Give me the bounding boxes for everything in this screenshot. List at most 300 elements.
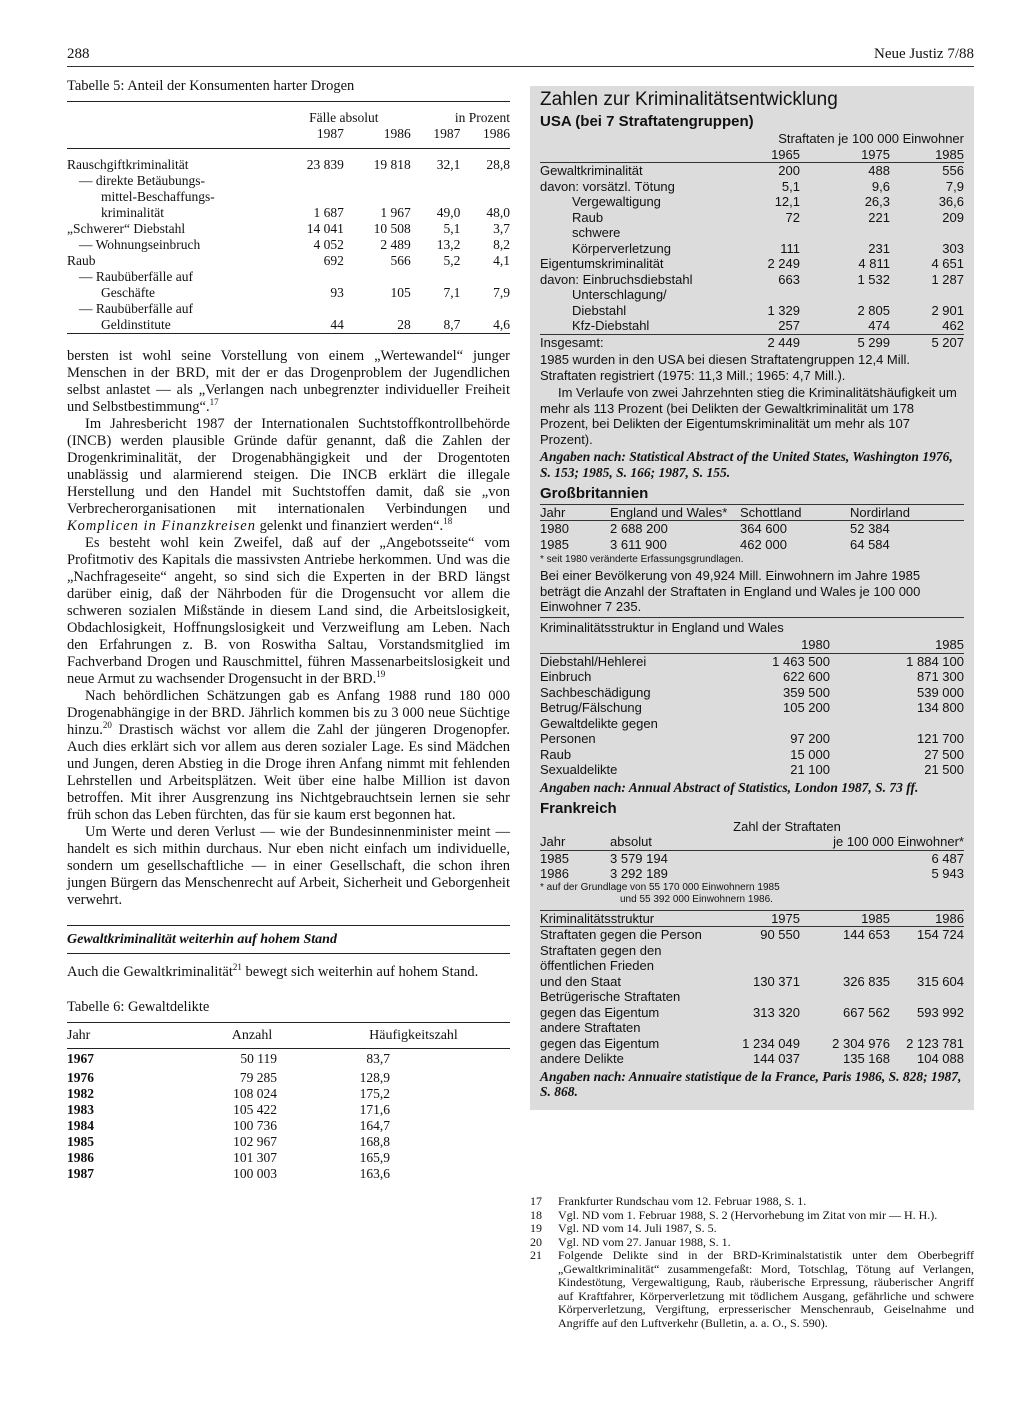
gb-text: Bei einer Bevölkerung von 49,924 Mill. Einwohnern im Jahre 1985 beträgt die Anzahl der Straftaten in England und Wales je 100 000 Einwohner 7 235. [540,568,921,614]
table5-cell: 1 967 [380,204,411,220]
usa-row-label: Gewaltkriminalität [540,163,643,178]
usa-cell: 12,1 [774,194,800,209]
table5-cell: 10 508 [373,220,411,236]
footnote-text: Vgl. ND vom 27. Januar 1988, S. 1. [558,1234,731,1249]
table6-year: 1986 [67,1150,94,1165]
emphasis: Komplicen in Finanzkreisen [67,517,256,534]
gb-struct-row [540,653,964,669]
usa-cell: 5 299 [857,334,890,350]
footnote-ref: 19 [376,668,386,679]
footnote-text: Folgende Delikte sind in der BRD-Kriminalstatistik unter dem Oberbegriff „Gewaltkriminalität“ zusammengefaßt: Mord, Totschlag, Tötung auf Verlangen, Kindestötung, Vergewaltigung, Raub, räuberische Erpressung, räuberischer Angriff auf Kraftfahrer, Körperverletzung mit tödlichem Ausgang, gefährliche und schwere Körperverletzung, Vergiftung, erpresserischer Menschenraub, Geiselnahme und Angriffe auf den Luftverkehr (Bulletin, a. a. O., S. 590). [558,1248,974,1330]
table5-row [67,205,510,221]
table5-cell: 93 [330,284,344,300]
usa-row [540,210,964,226]
gb-struct-cell: 134 800 [917,700,964,715]
usa-cell: 303 [942,240,964,256]
footnote-number: 20 [530,1234,542,1249]
usa-cell: 4 651 [931,256,964,271]
fr-struct-cell: 135 168 [843,1051,890,1066]
paragraph: Es besteht wohl kein Zweifel, daß auf der „Angebotsseite“ vom Profitmotiv des Kapitals die massivsten Antriebe herkommen. Und was die „Nachfrageseite“ angeht, so sind sich die Experten in der BRD längst darüber einig, daß der Nährboden für die Drogensucht vor allem die schweren sozialen Mißstände in diesem Land sind, die Arbeitslosigkeit, Obdachlosigkeit, Hoffnungslosigkeit und Verzweiflung am Leben. Nach den Erfahrungen z. B. von Roswitha Saltau, Vorstandsmitglied im Fachverband Drogen und Rauschmittel, führen Massenarbeitslosigkeit und neue Armut zu wachsender Drogensucht in der BRD.$^{19}$ [67,534,510,687]
usa-row-label: davon: Einbruchsdiebstahl [540,271,693,287]
table5-cell [277,173,344,189]
fr-struct-cell [890,989,964,1005]
table5-cell [460,269,510,285]
table5-row [67,317,510,334]
table5-cell: 49,0 [436,204,461,220]
table5-year: 1987 [433,126,461,141]
gb-cell: 462 000 [740,536,787,552]
table5-row-label: Rauschgiftkriminalität [67,156,189,172]
gb-cell: 2 688 200 [610,521,668,536]
gb-struct-row [540,669,964,685]
usa-cell: 7,9 [945,178,964,194]
fr-struct-cell: 2 123 781 [906,1035,964,1051]
usa-row [540,179,964,195]
gb-struct-cell: 359 500 [783,684,830,700]
gb-cell: 3 611 900 [610,536,667,552]
fr-struct-cell: Straftaten gegen die Person [540,927,702,942]
table5-cell [460,189,510,205]
footnote [530,1249,974,1330]
usa-row [540,194,964,210]
gb-source: Angaben nach: Annual Abstract of Statistics, London 1987, S. 73 ff. [540,779,919,795]
fr-struct-year: 1986 [935,910,964,926]
gb-struct-table [540,637,964,778]
usa-cell: 5 207 [931,334,964,350]
usa-row-label: Unterschlagung/ [572,287,667,302]
usa-row [540,287,964,303]
usa-cell: 200 [778,163,800,178]
usa-text: Im Verlaufe von zwei Jahrzehnten stieg die Kriminalitätshäufigkeit um mehr als 113 Prozent (bei Delikten der Gewaltkriminalität um 178 Prozent, bei Delikten der Eigentumskriminalität um mehr als 107 Prozent). [540,385,957,447]
fr-header: Jahr [540,834,566,849]
table5-row [67,301,510,317]
usa-cell: 462 [942,318,964,333]
table6-count: 50 119 [240,1051,277,1067]
gb-table [540,504,964,553]
table5-row-label: mittel-Beschaffungs- [101,188,215,204]
gb-struct-cell [730,716,830,732]
fr-note: und 55 392 000 Einwohnern 1986. [620,893,773,905]
usa-cell [800,225,890,241]
fr-struct-cell [720,943,800,959]
fr-note: * auf der Grundlage von 55 170 000 Einwohnern 1985 [540,881,780,893]
fr-struct-cell [800,958,890,974]
footnote-ref: 17 [209,396,219,407]
fr-struct-cell [720,1020,800,1036]
table5-year: 1987 [316,126,344,141]
table6-count: 102 967 [233,1134,277,1149]
fr-struct-cell: 104 088 [917,1051,964,1066]
fr-struct-cell [800,989,890,1005]
table5-row [67,149,510,173]
fr-struct-cell: und den Staat [540,973,621,989]
footnote-text: Vgl. ND vom 1. Februar 1988, S. 2 (Hervorhebung im Zitat von mir — H. H.). [558,1207,938,1222]
footnote-text: Vgl. ND vom 14. Juli 1987, S. 5. [558,1221,717,1235]
usa-text: 1985 wurden in den USA bei diesen Straftatengruppen 12,4 Mill. Straftaten registriert (1975: 11,3 Mill.; 1965: 4,7 Mill.). [540,352,911,383]
table5-row [67,269,510,285]
table5-row-label: — Raubüberfälle auf [79,268,193,284]
fr-struct-cell [890,943,964,959]
fr-struct-cell: 593 992 [917,1004,964,1020]
fr-struct-row [540,1036,964,1052]
table5-cell: 44 [330,316,344,332]
page-header [67,46,974,67]
usa-col-header: Straftaten je 100 000 Einwohner [778,131,964,146]
fr-struct-heading: Kriminalitätsstruktur [540,910,655,926]
usa-row [540,241,964,257]
gb-struct-cell: Betrug/Fälschung [540,700,642,715]
usa-cell: 2 449 [767,334,800,350]
fr-struct-cell: Betrügerische Straftaten [540,989,681,1004]
table5-row-label: kriminalität [101,204,164,220]
gb-row [540,521,964,537]
fr-struct-cell: Straftaten gegen den [540,942,662,958]
usa-row-label: schwere [572,225,621,240]
footnote-text: Frankfurter Rundschau vom 12. Februar 1988, S. 1. [558,1194,807,1208]
table6-rate: 168,8 [359,1134,390,1149]
footnote-number: 21 [530,1248,542,1262]
paragraph: Auch die Gewaltkriminalität$^{21}$ bewegt sich weiterhin auf hohem Stand. [67,961,479,980]
usa-row-label: Vergewaltigung [572,194,661,209]
paragraph: bersten ist wohl seine Vorstellung von einem „Wertewandel“ junger Menschen in der BRD, mit der er das Drogenproblem der Jugendlichen selbst anlastet — als „Verlangen nach unbegrenzter individueller Freiheit und Selbstbestimmung“.$^{17}$ [67,347,510,415]
table6-year: 1984 [67,1118,94,1133]
table6-year: 1987 [67,1166,94,1181]
usa-row-label: Insgesamt: [540,334,604,350]
usa-cell: 257 [778,318,800,333]
table6-year: 1982 [67,1086,94,1101]
table5-row [67,189,510,205]
usa-row [540,334,964,350]
gb-struct-row [540,762,964,778]
table6-count: 101 307 [233,1150,277,1165]
fr-cell: 3 292 189 [610,866,668,881]
fr-source: Angaben nach: Annuaire statistique de la France, Paris 1986, S. 828; 1987, S. 868. [540,1068,962,1099]
usa-cell: 1 532 [857,271,890,287]
fr-struct-row [540,1051,964,1067]
table5-cell: 28 [397,316,411,332]
table5-cell: 7,9 [493,284,510,300]
table6-year: 1976 [67,1070,94,1085]
table5-cell: 19 818 [373,156,411,172]
table6-row [67,1134,510,1150]
footnote-ref: 18 [443,515,453,526]
table6-year: 1983 [67,1102,94,1117]
fr-header: je 100 000 Einwohner* [833,834,964,849]
fr-struct-cell: 326 835 [843,973,890,989]
table6-rate: 165,9 [359,1150,390,1165]
fr-struct-cell [890,958,964,974]
table6-row [67,1048,510,1070]
fr-struct-row [540,974,964,990]
table5-cell [277,189,344,205]
table5-cell: 2 489 [380,236,411,252]
fr-struct-cell: 667 562 [843,1004,890,1020]
table6-year: 1985 [67,1134,94,1149]
usa-cell [890,225,964,241]
gb-struct-year: 1980 [801,637,830,652]
table5-cell: 14 041 [306,220,344,236]
fr-cell: 5 943 [931,866,964,881]
gb-struct-cell: 21 500 [924,762,964,777]
gb-row [540,537,964,553]
fr-struct-cell: gegen das Eigentum [540,1004,660,1020]
fr-struct-cell [720,989,800,1005]
gb-struct-row [540,700,964,716]
footnote [530,1222,974,1236]
fr-struct-year: 1975 [771,910,800,926]
table5-cell [277,301,344,317]
usa-row [540,272,964,288]
box-title: Zahlen zur Kriminalitätsentwicklung [540,89,838,110]
fr-struct-cell [890,1020,964,1036]
fr-struct-cell: 144 037 [753,1051,800,1066]
usa-cell: 2 249 [767,256,800,271]
table5-cell: 5,2 [443,252,461,268]
usa-source: Angaben nach: Statistical Abstract of the United States, Washington 1976, S. 153; 1985, S. 166; 1987, S. 155. [540,449,953,480]
table5-row-label: — Wohnungseinbruch [79,236,201,252]
table5-row-label: Geldinstitute [101,316,171,332]
fr-struct-row [540,958,964,974]
gb-struct-cell: Diebstahl/Hehlerei [540,653,647,669]
usa-cell: 221 [868,209,890,225]
footnote [530,1209,974,1223]
table6-rate: 128,9 [359,1070,390,1085]
gb-cell: 52 384 [850,521,890,536]
usa-row [540,318,964,334]
table5-cell: 3,7 [493,220,510,236]
table5-cell: 692 [323,252,344,268]
gb-struct-cell: 539 000 [917,684,964,700]
table6-count: 105 422 [233,1102,277,1117]
gb-struct-cell: 105 200 [783,700,830,715]
fr-cell: 1985 [540,850,569,866]
table5-cell: 5,1 [443,220,461,236]
table6-row [67,1102,510,1118]
statistics-box-column [530,86,974,1110]
table5-cell [344,301,411,317]
table5-header-percent: in Prozent [454,110,510,125]
table5-cell: 105 [390,284,411,300]
journal-issue: Neue Justiz 7/88 [874,46,974,62]
table5-cell: 28,8 [486,156,510,172]
gb-struct-heading: Kriminalitätsstruktur in England und Wales [540,617,964,636]
usa-cell: 4 811 [858,256,890,271]
gb-header: Jahr [540,504,566,520]
table6-rate: 171,6 [359,1102,390,1117]
usa-row [540,256,964,272]
paragraph: Um Werte und deren Verlust — wie der Bundesinnenminister meint — handelt es sich mithin durchaus. Nur eben nicht einfach um individuelle, sondern um gesellschaftliche — in einer Gesellschaft, die schon ihren jungen Bürgern das Menschenrecht auf Arbeit, Sicherheit und Geborgenheit verwehrt. [67,823,510,908]
table5-caption: Tabelle 5: Anteil der Konsumenten harter Drogen [67,78,355,94]
usa-row-label: Diebstahl [572,302,627,318]
gb-struct-row [540,716,964,732]
gb-struct-cell: Sachbeschädigung [540,684,651,700]
fr-struct-cell: 130 371 [753,973,800,989]
section-heading: Gewaltkriminalität weiterhin auf hohem Stand [67,925,510,954]
table6-count: 100 003 [233,1166,277,1181]
usa-cell [890,287,964,303]
footnote-number: 19 [530,1221,542,1235]
table6-caption: Tabelle 6: Gewaltdelikte [67,998,210,1015]
table6-header: Häufigkeitszahl [369,1027,458,1043]
usa-row [540,225,964,241]
table5 [67,101,510,334]
gb-cell: 1980 [540,521,569,536]
fr-struct-cell: gegen das Eigentum [540,1035,660,1051]
usa-cell: 488 [868,163,890,178]
gb-struct-cell: Gewaltdelikte gegen [540,715,658,731]
footnote-ref: 21 [232,961,242,972]
usa-cell [730,225,800,241]
usa-cell: 1 287 [931,271,964,287]
table6-row [67,1086,510,1102]
gb-struct-cell: 27 500 [924,746,964,762]
usa-row-label: davon: vorsätzl. Tötung [540,178,675,194]
table6 [67,1022,510,1183]
page-number: 288 [67,46,90,62]
usa-cell: 9,6 [871,178,890,194]
usa-cell: 663 [778,271,800,287]
gb-struct-cell: 15 000 [790,746,830,762]
table6-row [67,1118,510,1134]
paragraph: Nach behördlichen Schätzungen gab es Anfang 1988 rund 180 000 Drogenabhängige in der BRD. Jährlich kommen bis zu 3 000 neue Süchtige hinzu.$^{20}$ Drastisch wächst vor allem die Zahl der jüngeren Drogenopfer. Auch dies erklärt sich vor allem aus deren sozialer Lage. Es sind Mädchen und Jungen, deren Abstieg in die Droge ihren Anfang nimmt mit fehlenden Lehrstellen und Arbeitsplätzen. Weit über eine halbe Million ist davon betroffen. Mit ihrer Ausgrenzung ins Nichtgebrauchtsein lernen sie sehr früh schon das Leben fürchten, das für sie kaum erst begonnen hat. [67,687,510,823]
table6-count: 108 024 [233,1086,277,1101]
fr-struct-cell [800,943,890,959]
table5-cell [460,301,510,317]
table6-row [67,1070,510,1086]
gb-struct-cell: Raub [540,746,572,762]
table5-cell: 8,2 [493,236,510,252]
fr-group-header: Zahl der Straftaten [733,818,841,834]
usa-cell: 26,3 [864,194,890,209]
gb-header: Schottland [740,504,802,520]
usa-row-label: Eigentumskriminalität [540,256,664,271]
gb-struct-row [540,747,964,763]
table5-cell: 4,6 [493,316,510,332]
fr-struct-cell: öffentlichen Frieden [540,958,654,973]
table5-year: 1986 [383,126,411,141]
gb-note: * seit 1980 veränderte Erfassungsgrundlagen. [540,554,744,565]
usa-cell: 2 805 [857,302,890,318]
fr-struct-table [540,910,964,1067]
gb-struct-cell [830,716,964,732]
gb-struct-cell: 1 463 500 [772,653,830,669]
table5-cell [411,269,461,285]
gb-struct-row [540,685,964,701]
table5-cell: 4,1 [493,252,510,268]
fr-struct-cell: 90 550 [760,927,800,942]
usa-year: 1975 [861,146,890,162]
table6-year: 1967 [67,1051,94,1067]
fr-struct-cell: 154 724 [917,927,964,942]
statistics-box [530,86,974,1110]
footnote [530,1236,974,1250]
table5-row-label: Raub [67,252,96,268]
fr-struct-row [540,1020,964,1036]
table6-count: 79 285 [239,1070,277,1085]
fr-struct-row [540,927,964,943]
table6-rate: 83,7 [366,1051,390,1067]
gb-struct-cell: 121 700 [917,731,964,746]
table6-header: Anzahl [231,1027,273,1043]
usa-row-label: Kfz-Diebstahl [572,318,650,333]
table5-row-label: Geschäfte [101,284,155,300]
gb-heading: Großbritannien [540,485,649,502]
footnotes [530,1195,974,1330]
table5-cell [277,269,344,285]
usa-heading: USA (bei 7 Straftatengruppen) [540,112,754,130]
fr-struct-cell [720,958,800,974]
usa-row [540,163,964,179]
usa-cell: 5,1 [781,178,800,194]
table5-cell [460,173,510,189]
table5-row [67,253,510,269]
gb-struct-cell: Sexualdelikte [540,762,618,777]
table5-row-label: „Schwerer“ Diebstahl [67,220,186,236]
usa-cell: 556 [942,163,964,178]
fr-struct-cell: 315 604 [917,973,964,989]
fr-cell: 1986 [540,866,569,881]
fr-row [540,866,964,882]
table6-row [67,1150,510,1166]
usa-cell: 111 [780,240,800,256]
footnote [530,1195,974,1209]
usa-cell: 474 [868,318,890,333]
table5-row-label: — direkte Betäubungs- [79,172,205,188]
table5-year: 1986 [483,126,510,141]
gb-cell: 364 600 [740,521,787,536]
table5-cell: 23 839 [306,156,344,172]
fr-struct-cell: 2 304 976 [832,1035,890,1051]
gb-struct-cell: 21 100 [790,762,830,777]
usa-cell [800,287,890,303]
usa-cell [730,287,800,303]
table5-cell: 4 052 [313,236,344,252]
footnote-number: 18 [530,1207,542,1222]
usa-row [540,303,964,319]
footnote-ref: 20 [102,719,112,730]
usa-cell: 36,6 [938,194,964,209]
fr-struct-cell: 144 653 [843,927,890,942]
usa-cell: 231 [868,240,890,256]
fr-row [540,850,964,866]
usa-cell: 72 [785,209,800,225]
fr-struct-cell: 1 234 049 [742,1035,800,1051]
table5-cell [344,173,411,189]
usa-row-label: Körperverletzung [572,240,671,256]
table5-cell: 1 687 [313,204,344,220]
table5-row-label: — Raubüberfälle auf [79,300,193,316]
fr-header: absolut [610,834,652,849]
table5-cell: 48,0 [486,204,510,220]
fr-struct-row [540,1005,964,1021]
fr-cell: 3 579 194 [610,850,668,866]
table6-row [67,1166,510,1182]
footnote-number: 17 [530,1194,542,1208]
table5-cell: 566 [390,252,411,268]
gb-header: Nordirland [850,504,910,520]
left-column [67,78,510,1182]
gb-cell: 1985 [540,536,569,552]
table6-rate: 163,6 [359,1166,390,1181]
gb-header: England und Wales* [610,504,728,520]
fr-struct-row [540,989,964,1005]
fr-struct-cell: 313 320 [753,1004,800,1020]
table5-cell: 32,1 [436,156,461,172]
usa-row-label: Raub [572,209,604,225]
fr-heading: Frankreich [540,800,617,817]
usa-year: 1965 [771,146,800,162]
table5-cell: 7,1 [443,284,461,300]
